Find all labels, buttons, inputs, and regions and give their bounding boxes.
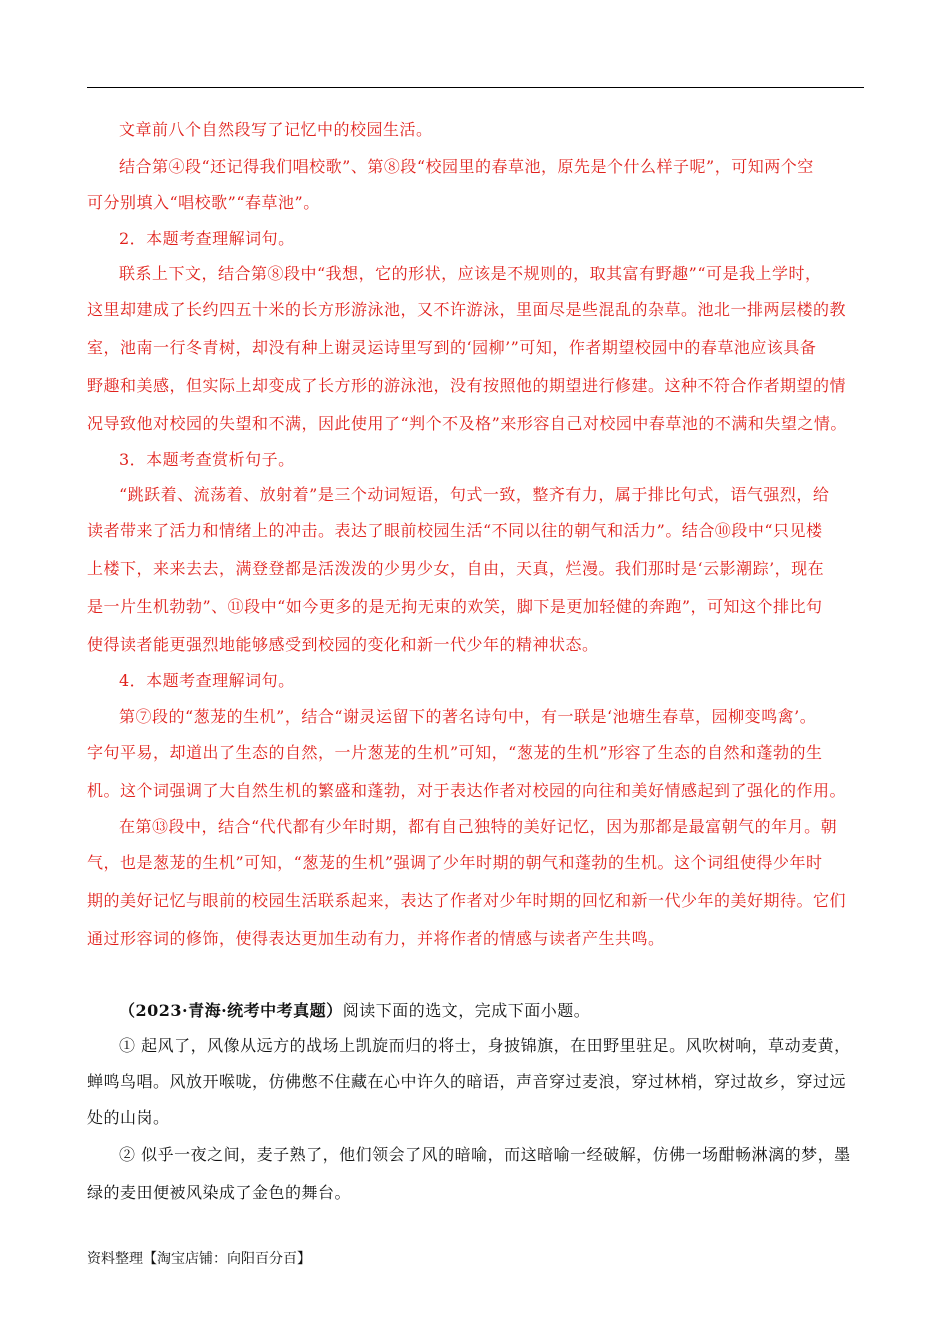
passage-line: ① 起风了，风像从远方的战场上凯旋而归的将士，身披锦旗，在田野里驻足。风吹树响，草动麦黄， (119, 1036, 851, 1055)
answer-line: 2．本题考查理解词句。 (119, 229, 295, 248)
answer-line: 这里却建成了长约四五十米的长方形游泳池，又不许游泳，里面尽是些混乱的杂草。池北一排两层楼的教 (87, 300, 847, 319)
passage-line: 绿的麦田便被风染成了金色的舞台。 (87, 1183, 352, 1202)
passage-line: 蝉鸣鸟唱。风放开喉咙，仿佛憋不住藏在心中许久的暗语，声音穿过麦浪，穿过林梢，穿过故乡，穿过远 (87, 1072, 847, 1091)
answer-line: 可分别填入“唱校歌”“春草池”。 (87, 193, 320, 212)
answer-line: 在第⑬段中，结合“代代都有少年时期，都有自己独特的美好记忆，因为那都是最富朝气的年月。朝 (119, 817, 838, 836)
passage-line: 处的山岗。 (87, 1108, 170, 1127)
answer-line: 期的美好记忆与眼前的校园生活联系起来，表达了作者对少年时期的回忆和新一代少年的美好期待。它们 (87, 891, 847, 910)
answer-line: 字句平易，却道出了生态的自然，一片葱茏的生机”可知，“葱茏的生机”形容了生态的自然和蓬勃的生 (87, 743, 823, 762)
question-header (119, 1001, 590, 1021)
answer-line: 结合第④段“还记得我们唱校歌”、第⑧段“校园里的春草池，原先是个什么样子呢”，可知两个空 (119, 157, 814, 176)
answer-line: 读者带来了活力和情绪上的冲击。表达了眼前校园生活“不同以往的朝气和活力”。结合⑩段中“只见楼 (87, 521, 823, 540)
answer-line: 机。这个词强调了大自然生机的繁盛和蓬勃，对于表达作者对校园的向往和美好情感起到了强化的作用。 (87, 781, 847, 800)
question-instruction: 阅读下面的选文，完成下面小题。 (342, 1001, 591, 1020)
answer-line: 文章前八个自然段写了记忆中的校园生活。 (119, 120, 433, 139)
answer-line: 气，也是葱茏的生机”可知，“葱茏的生机”强调了少年时期的朝气和蓬勃的生机。这个词组使得少年时 (87, 853, 823, 872)
footer-text: 资料整理【淘宝店铺：向阳百分百】 (87, 1251, 311, 1267)
answer-line: 室，池南一行冬青树，却没有种上谢灵运诗里写到的‘园柳’”可知，作者期望校园中的春草池应该具备 (87, 338, 817, 357)
answer-line: “跳跃着、流荡着、放射着”是三个动词短语，句式一致，整齐有力，属于排比句式，语气强烈，给 (119, 485, 830, 504)
answer-line: 3．本题考查赏析句子。 (119, 450, 295, 469)
answer-line: 4．本题考查理解词句。 (119, 671, 295, 690)
question-source: （2023·青海·统考中考真题） (119, 1001, 343, 1020)
answer-line: 第⑦段的“葱茏的生机”，结合“谢灵运留下的著名诗句中，有一联是‘池塘生春草，园柳变鸣禽’。 (119, 707, 817, 726)
answer-line: 上楼下，来来去去，满登登都是活泼泼的少男少女，自由，天真，烂漫。我们那时是‘云影潮踪’，现在 (87, 559, 825, 578)
header-rule (87, 87, 864, 88)
answer-line: 使得读者能更强烈地能够感受到校园的变化和新一代少年的精神状态。 (87, 635, 599, 654)
answer-line: 野趣和美感，但实际上却变成了长方形的游泳池，没有按照他的期望进行修建。这种不符合作者期望的情 (87, 376, 847, 395)
answer-line: 通过形容词的修饰，使得表达更加生动有力，并将作者的情感与读者产生共鸣。 (87, 929, 665, 948)
answer-line: 联系上下文，结合第⑧段中“我想，它的形状，应该是不规则的，取其富有野趣”“可是我上学时， (119, 264, 822, 283)
answer-line: 是一片生机勃勃”、⑪段中“如今更多的是无拘无束的欢笑，脚下是更加轻健的奔跑”，可知这个排比句 (87, 597, 823, 616)
answer-line: 况导致他对校园的失望和不满，因此使用了“判个不及格”来形容自己对校园中春草池的不满和失望之情。 (87, 414, 847, 433)
passage-line: ② 似乎一夜之间，麦子熟了，他们领会了风的暗喻，而这暗喻一经破解，仿佛一场酣畅淋漓的梦，墨 (119, 1145, 851, 1164)
